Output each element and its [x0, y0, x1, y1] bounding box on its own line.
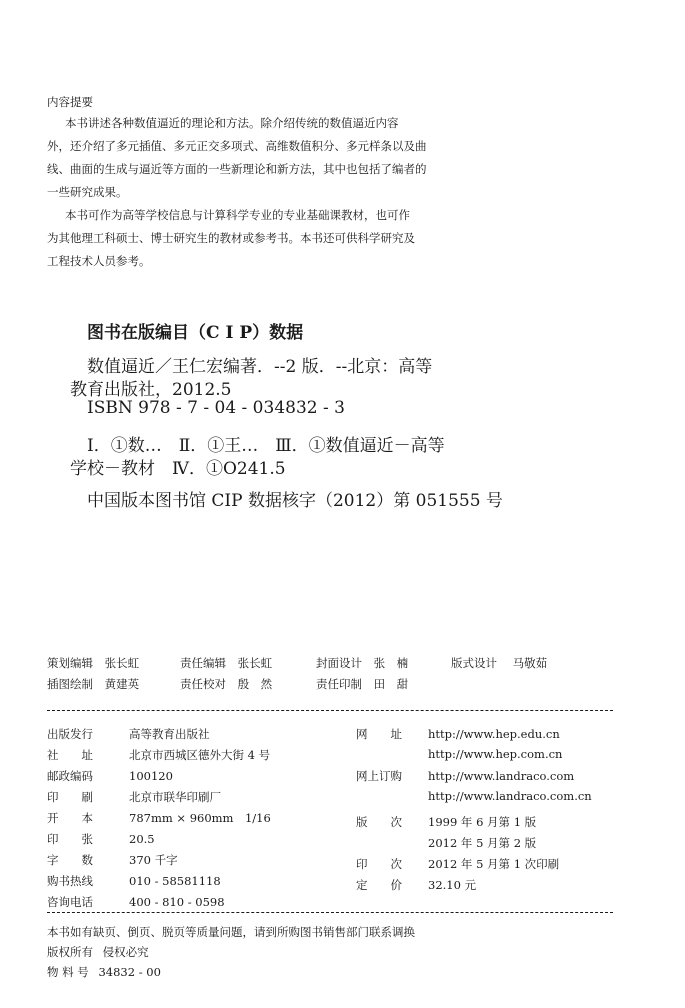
publisher-row — [356, 814, 536, 830]
publisher-label: 定 价 — [356, 878, 402, 892]
cip-line: Ⅰ．①数… Ⅱ．①王… Ⅲ．①数值逼近－高等 — [87, 436, 445, 456]
publisher-value: 370 千字 — [129, 853, 178, 867]
publisher-row — [47, 747, 270, 763]
footnote-value: 侵权必究 — [102, 945, 149, 959]
footnote-label: 物 料 号 — [47, 965, 89, 979]
publisher-row — [47, 810, 271, 826]
summary-line: 本书可作为高等学校信息与计算科学专业的专业基础课教材，也可作 — [65, 208, 410, 222]
publisher-value: 高等教育出版社 — [129, 727, 210, 741]
credits-row — [180, 676, 272, 692]
website-link[interactable]: http://www.hep.edu.cn — [428, 727, 560, 741]
divider-top — [47, 710, 613, 711]
publisher-label: 版 次 — [356, 815, 402, 829]
publisher-value: 787mm × 960mm 1/16 — [129, 811, 271, 825]
website-link[interactable]: http://www.landraco.com.cn — [428, 789, 592, 803]
summary-title: 内容提要 — [47, 95, 93, 109]
publisher-label: 印 次 — [356, 857, 402, 871]
publisher-value: 010 - 58581118 — [129, 874, 221, 888]
publisher-row — [356, 747, 562, 761]
credit-label: 封面设计 — [316, 656, 362, 670]
credit-name: 田 甜 — [373, 677, 409, 691]
publisher-value: 北京市西城区德外大街 4 号 — [129, 748, 271, 762]
publisher-label: 印 刷 — [47, 790, 93, 804]
publisher-label: 字 数 — [47, 853, 93, 867]
publisher-label: 网 址 — [356, 727, 402, 741]
publisher-value: 100120 — [129, 769, 173, 783]
credit-name: 张 楠 — [373, 656, 409, 670]
credits-row — [451, 655, 547, 671]
publisher-row — [356, 856, 559, 872]
publisher-label: 印 张 — [47, 832, 93, 846]
cip-title: 图书在版编目（C I P）数据 — [87, 323, 304, 343]
publisher-value: 北京市联华印刷厂 — [129, 790, 221, 804]
cip-record: 中国版本图书馆 CIP 数据核字（2012）第 051555 号 — [87, 491, 503, 511]
publisher-label: 社 址 — [47, 748, 93, 762]
publisher-label: 网上订购 — [356, 769, 402, 783]
credit-name: 马敬茹 — [512, 656, 548, 670]
credits-row — [47, 655, 139, 671]
publisher-row — [356, 835, 536, 851]
publisher-value: 2012 年 5 月第 2 版 — [428, 836, 537, 850]
summary-line: 一些研究成果。 — [47, 185, 128, 199]
footnote-material — [47, 964, 161, 980]
publisher-label: 开 本 — [47, 811, 93, 825]
publisher-value: 32.10 元 — [428, 878, 477, 892]
website-link[interactable]: http://www.hep.com.cn — [428, 747, 563, 761]
publisher-label: 咨询电话 — [47, 895, 93, 909]
publisher-row — [356, 877, 476, 893]
credits-row — [180, 655, 272, 671]
publisher-value: 20.5 — [129, 832, 155, 846]
summary-line: 本书讲述各种数值逼近的理论和方法。除介绍传统的数值逼近内容 — [65, 116, 399, 130]
publisher-row — [356, 789, 592, 803]
credit-label: 责任印制 — [316, 677, 362, 691]
footnote-copyright — [47, 944, 149, 960]
publisher-row — [47, 873, 221, 889]
divider-bottom — [47, 912, 613, 913]
cip-line: 学校－教材 Ⅳ．①O241.5 — [70, 459, 286, 479]
cip-line: 教育出版社，2012.5 — [70, 380, 232, 400]
summary-line: 为其他理工科硕士、博士研究生的教材或参考书。本书还可供科学研究及 — [47, 231, 415, 245]
publisher-value: 400 - 810 - 0598 — [129, 895, 225, 909]
credit-label: 责任校对 — [180, 677, 226, 691]
publisher-label: 出版发行 — [47, 727, 93, 741]
publisher-row — [356, 768, 574, 784]
summary-line: 工程技术人员参考。 — [47, 254, 151, 268]
cip-line: ISBN 978 - 7 - 04 - 034832 - 3 — [87, 398, 345, 418]
summary-line: 外，还介绍了多元插值、多元正交多项式、高维数值积分、多元样条以及曲 — [47, 139, 427, 153]
publisher-value: 1999 年 6 月第 1 版 — [428, 815, 537, 829]
publisher-row — [47, 726, 210, 742]
credit-label: 策划编辑 — [47, 656, 93, 670]
credit-name: 殷 然 — [237, 677, 273, 691]
credit-label: 责任编辑 — [180, 656, 226, 670]
credits-row — [316, 676, 408, 692]
credit-label: 版式设计 — [451, 656, 497, 670]
footnote-value: 34832 - 00 — [98, 965, 161, 979]
footnote-quality: 本书如有缺页、倒页、脱页等质量问题，请到所购图书销售部门联系调换 — [47, 925, 415, 939]
credits-row — [316, 655, 408, 671]
summary-line: 线、曲面的生成与逼近等方面的一些新理论和新方法，其中也包括了编者的 — [47, 162, 427, 176]
publisher-row — [47, 831, 155, 847]
publisher-row — [356, 726, 560, 742]
credits-row — [47, 676, 139, 692]
publisher-label: 购书热线 — [47, 874, 93, 888]
publisher-label: 邮政编码 — [47, 769, 93, 783]
credit-label: 插图绘制 — [47, 677, 93, 691]
publisher-row — [47, 852, 178, 868]
credit-name: 张长虹 — [104, 656, 140, 670]
footnote-label: 版权所有 — [47, 945, 93, 959]
cip-line: 数值逼近／王仁宏编著．--2 版．--北京：高等 — [87, 357, 433, 377]
publisher-row — [47, 894, 225, 910]
credit-name: 张长虹 — [237, 656, 273, 670]
website-link[interactable]: http://www.landraco.com — [428, 769, 575, 783]
credit-name: 黄建英 — [104, 677, 140, 691]
publisher-value: 2012 年 5 月第 1 次印刷 — [428, 857, 560, 871]
publisher-row — [47, 789, 221, 805]
publisher-row — [47, 768, 173, 784]
